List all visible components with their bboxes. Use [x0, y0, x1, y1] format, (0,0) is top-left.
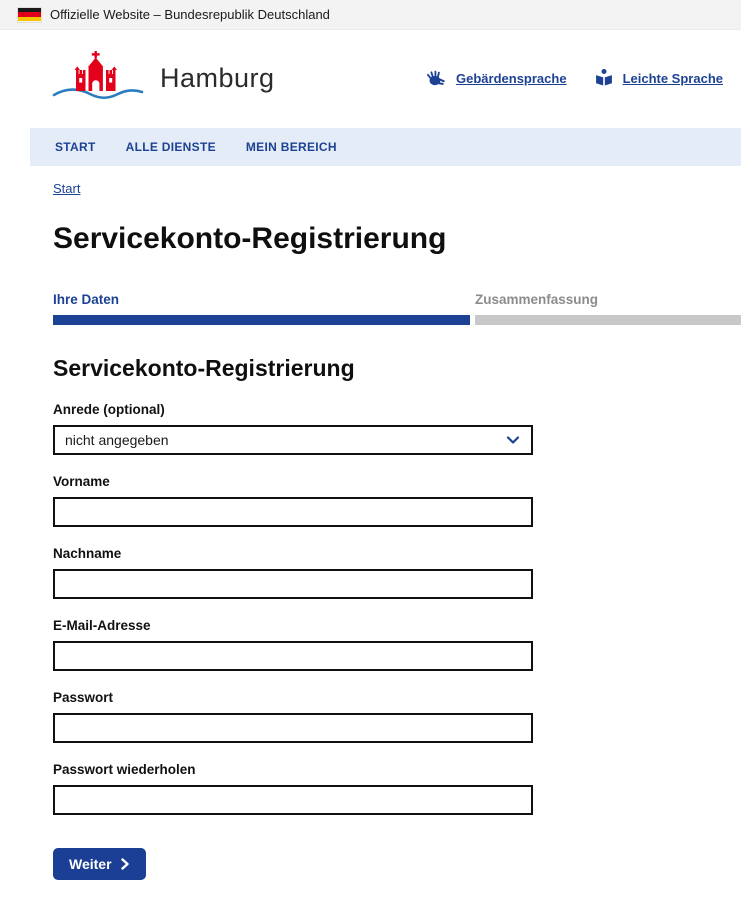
passwort-wiederholen-input[interactable] [53, 785, 533, 815]
progress-step-ihre-daten [53, 292, 470, 325]
progress-step-label: Zusammenfassung [475, 292, 599, 307]
hamburg-logo[interactable] [50, 49, 275, 107]
vorname-field-group [53, 474, 533, 527]
weiter-button[interactable] [53, 848, 146, 880]
weiter-button-label: Weiter [69, 856, 112, 872]
official-website-text: Offizielle Website – Bundesrepublik Deutschland [50, 7, 330, 22]
passwort-input[interactable] [53, 713, 533, 743]
passwort-field-group [53, 690, 533, 743]
form-title: Servicekonto-Registrierung [53, 355, 355, 381]
progress-bar-inactive [475, 315, 741, 325]
official-website-banner [0, 0, 741, 30]
accessibility-links [426, 68, 723, 88]
email-label: E-Mail-Adresse [53, 618, 151, 633]
nachname-label: Nachname [53, 546, 122, 561]
passwort-wiederholen-field-group [53, 762, 533, 815]
chevron-down-icon [505, 432, 521, 448]
sign-language-icon [426, 68, 448, 88]
vorname-input[interactable] [53, 497, 533, 527]
nachname-field-group [53, 546, 533, 599]
chevron-right-icon [120, 858, 130, 870]
page-title: Servicekonto-Registrierung [53, 222, 447, 255]
nav-item-alle-dienste[interactable]: ALLE DIENSTE [125, 140, 216, 154]
hamburg-castle-icon [50, 49, 146, 107]
easy-language-label: Leichte Sprache [622, 70, 723, 86]
sign-language-link[interactable] [426, 68, 567, 88]
main-nav [30, 128, 741, 166]
anrede-selected-value: nicht angegeben [65, 432, 169, 448]
progress-step-zusammenfassung [475, 292, 741, 325]
nav-item-start[interactable]: START [55, 140, 96, 154]
email-input[interactable] [53, 641, 533, 671]
passwort-wiederholen-label: Passwort wiederholen [53, 762, 196, 777]
nav-item-mein-bereich[interactable]: MEIN BEREICH [245, 140, 337, 154]
easy-language-link[interactable] [593, 68, 723, 88]
nachname-input[interactable] [53, 569, 533, 599]
vorname-label: Vorname [53, 474, 110, 489]
main-content [0, 166, 741, 920]
progress-step-label: Ihre Daten [53, 292, 120, 307]
email-field-group [53, 618, 533, 671]
progress-steps [53, 292, 741, 325]
passwort-label: Passwort [53, 690, 114, 705]
breadcrumb [53, 180, 741, 198]
breadcrumb-start-link[interactable]: Start [53, 181, 81, 196]
registration-form [53, 402, 741, 880]
anrede-field-group [53, 402, 533, 455]
anrede-label: Anrede (optional) [53, 402, 165, 417]
site-header [0, 30, 741, 126]
brand-name: Hamburg [160, 62, 275, 93]
progress-bar-active [53, 315, 470, 325]
german-flag-icon [18, 8, 41, 22]
easy-language-icon [593, 68, 615, 88]
anrede-select[interactable] [53, 425, 533, 455]
sign-language-label: Gebärdensprache [456, 70, 567, 86]
